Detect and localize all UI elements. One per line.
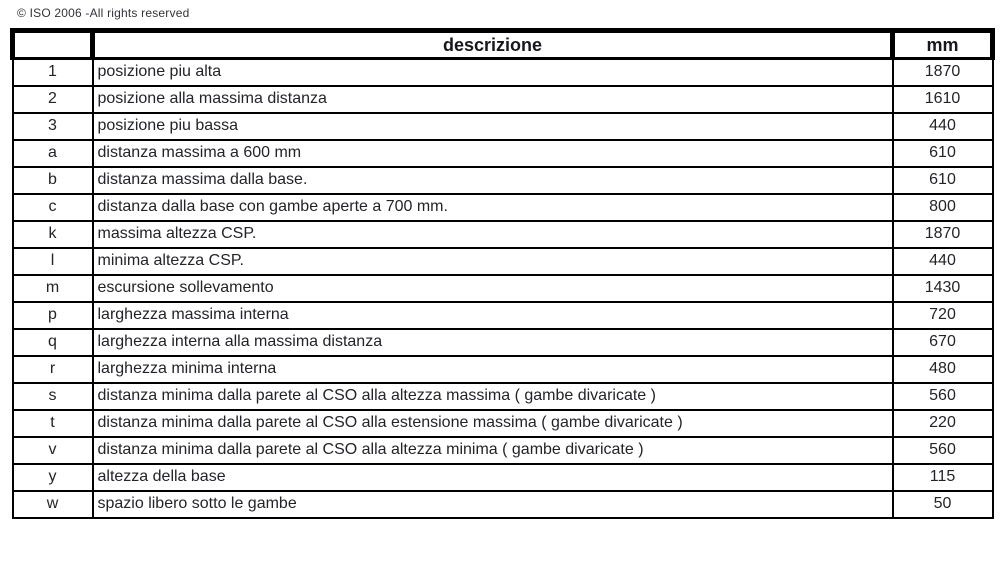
row-value-mm: 560 <box>893 437 993 464</box>
row-value-mm: 720 <box>893 302 993 329</box>
table-row <box>13 491 993 518</box>
row-symbol: k <box>13 221 93 248</box>
row-description: larghezza minima interna <box>93 356 893 383</box>
table-row <box>13 194 993 221</box>
row-value-mm: 220 <box>893 410 993 437</box>
row-value-mm: 560 <box>893 383 993 410</box>
row-symbol: s <box>13 383 93 410</box>
table-row <box>13 464 993 491</box>
row-value-mm: 1610 <box>893 86 993 113</box>
dimensions-table <box>10 28 995 519</box>
row-description: posizione piu alta <box>93 59 893 86</box>
header-unit-cell: mm <box>893 31 993 59</box>
row-symbol: c <box>13 194 93 221</box>
row-description: larghezza interna alla massima distanza <box>93 329 893 356</box>
header-symbol-cell <box>13 31 93 59</box>
row-description: minima altezza CSP. <box>93 248 893 275</box>
row-symbol: v <box>13 437 93 464</box>
row-value-mm: 50 <box>893 491 993 518</box>
table-row <box>13 410 993 437</box>
row-value-mm: 670 <box>893 329 993 356</box>
header-row <box>13 31 993 59</box>
row-value-mm: 1870 <box>893 59 993 86</box>
row-description: spazio libero sotto le gambe <box>93 491 893 518</box>
row-description: larghezza massima interna <box>93 302 893 329</box>
row-symbol: q <box>13 329 93 356</box>
row-value-mm: 610 <box>893 140 993 167</box>
row-description: distanza massima a 600 mm <box>93 140 893 167</box>
header-description-cell: descrizione <box>93 31 893 59</box>
table-row <box>13 86 993 113</box>
row-symbol: 1 <box>13 59 93 86</box>
row-symbol: 2 <box>13 86 93 113</box>
table-row <box>13 140 993 167</box>
row-description: escursione sollevamento <box>93 275 893 302</box>
table-row <box>13 59 993 86</box>
row-symbol: l <box>13 248 93 275</box>
row-value-mm: 115 <box>893 464 993 491</box>
row-symbol: 3 <box>13 113 93 140</box>
row-description: posizione piu bassa <box>93 113 893 140</box>
row-symbol: y <box>13 464 93 491</box>
row-value-mm: 1870 <box>893 221 993 248</box>
row-symbol: w <box>13 491 93 518</box>
row-description: posizione alla massima distanza <box>93 86 893 113</box>
row-description: distanza minima dalla parete al CSO alla altezza massima ( gambe divaricate ) <box>93 383 893 410</box>
row-description: altezza della base <box>93 464 893 491</box>
row-value-mm: 1430 <box>893 275 993 302</box>
table-body <box>13 59 993 518</box>
row-value-mm: 480 <box>893 356 993 383</box>
table-row <box>13 248 993 275</box>
row-symbol: t <box>13 410 93 437</box>
row-description: distanza minima dalla parete al CSO alla altezza minima ( gambe divaricate ) <box>93 437 893 464</box>
copyright-text: © ISO 2006 -All rights reserved <box>17 6 190 20</box>
table-row <box>13 113 993 140</box>
table-row <box>13 302 993 329</box>
row-description: distanza massima dalla base. <box>93 167 893 194</box>
row-value-mm: 800 <box>893 194 993 221</box>
row-description: distanza dalla base con gambe aperte a 700 mm. <box>93 194 893 221</box>
row-value-mm: 440 <box>893 113 993 140</box>
row-description: massima altezza CSP. <box>93 221 893 248</box>
table-row <box>13 383 993 410</box>
row-symbol: a <box>13 140 93 167</box>
row-value-mm: 440 <box>893 248 993 275</box>
row-description: distanza minima dalla parete al CSO alla estensione massima ( gambe divaricate ) <box>93 410 893 437</box>
row-symbol: b <box>13 167 93 194</box>
table-row <box>13 275 993 302</box>
table-row <box>13 356 993 383</box>
table-row <box>13 437 993 464</box>
row-symbol: m <box>13 275 93 302</box>
row-symbol: r <box>13 356 93 383</box>
table-row <box>13 167 993 194</box>
table-row <box>13 329 993 356</box>
table-row <box>13 221 993 248</box>
row-value-mm: 610 <box>893 167 993 194</box>
row-symbol: p <box>13 302 93 329</box>
